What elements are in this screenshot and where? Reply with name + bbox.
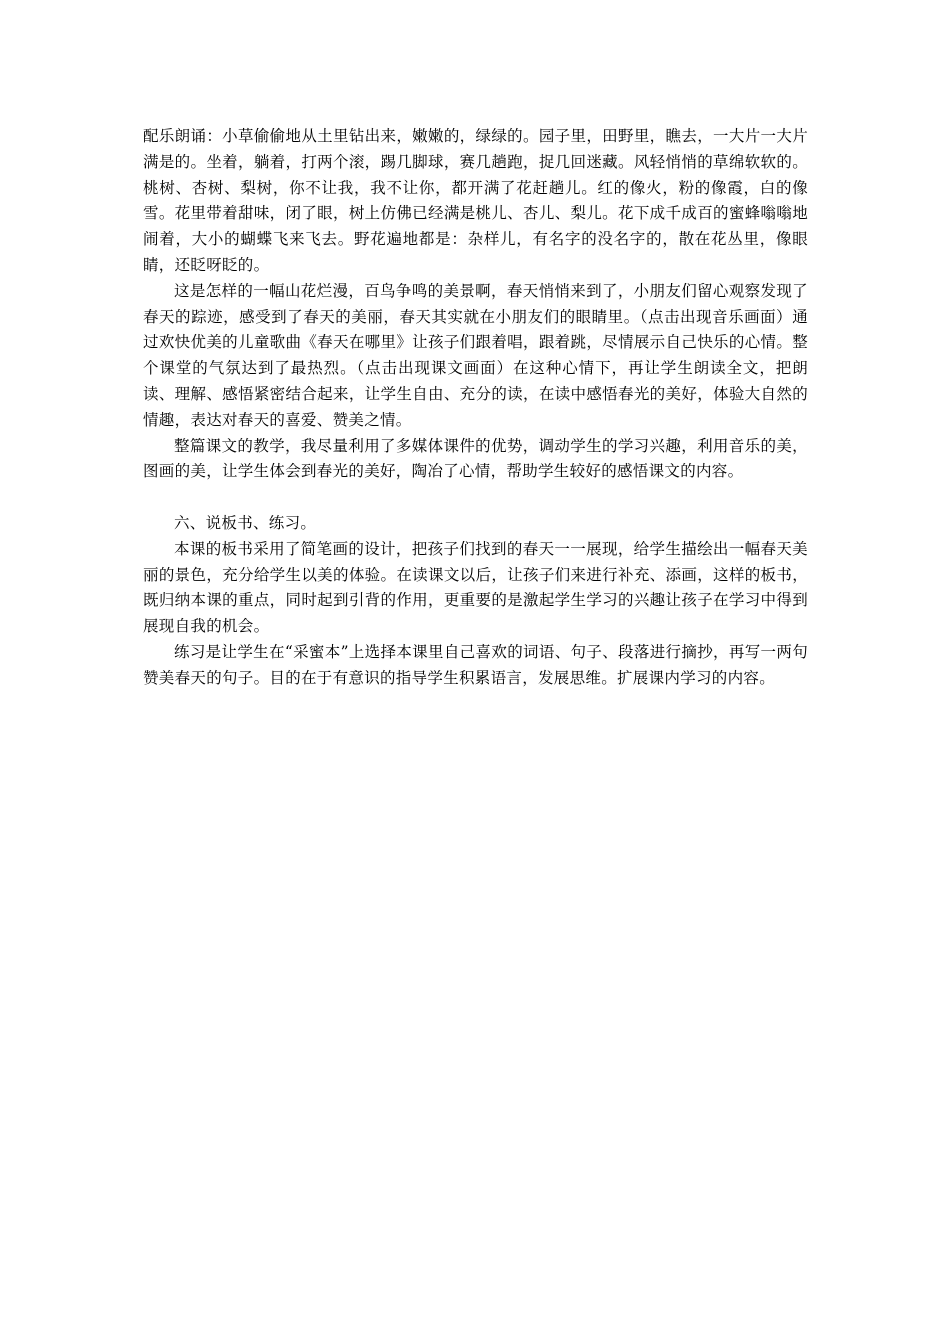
paragraph-recitation: 配乐朗诵：小草偷偷地从土里钻出来，嫩嫩的，绿绿的。园子里，田野里，瞧去，一大片一大片满是的。坐着，躺着，打两个滚，踢几脚球，赛几趟跑，捉几回迷藏。风轻悄悄的草绵软软的。桃树、杏树、梨树，你不让我，我不让你，都开满了花赶趟儿。红的像火，粉的像霞，白的像雪。花里带着甜味，闭了眼，树上仿佛已经满是桃儿、杏儿、梨儿。花下成千成百的蜜蜂嗡嗡地闹着，大小的蝴蝶飞来飞去。野花遍地都是：杂样儿，有名字的没名字的，散在花丛里，像眼睛，还眨呀眨的。 [143, 127, 808, 274]
section-heading: 六、说板书、练习。 [174, 513, 317, 532]
paragraph-teaching-summary: 整篇课文的教学，我尽量利用了多媒体课件的优势，调动学生的学习兴趣，利用音乐的美，图画的美，让学生体会到春光的美好，陶冶了心情，帮助学生较好的感悟课文的内容。 [143, 436, 808, 481]
paragraph-scene-description: 这是怎样的一幅山花烂漫，百鸟争鸣的美景啊，春天悄悄来到了，小朋友们留心观察发现了春天的踪迹，感受到了春天的美丽，春天其实就在小朋友们的眼睛里。（点击出现音乐画面）通过欢快优美的儿童歌曲《春天在哪里》让孩子们跟着唱，跟着跳，尽情展示自己快乐的心情。整个课堂的气氛达到了最热烈。（点击出现课文画面）在这种心情下，再让学生朗读全文，把朗读、理解、感悟紧密结合起来，让学生自由、充分的读，在读中感悟春光的美好，体验大自然的情趣，表达对春天的喜爱、赞美之情。 [143, 281, 808, 429]
paragraph-blackboard-design: 本课的板书采用了简笔画的设计，把孩子们找到的春天一一展现，给学生描绘出一幅春天美丽的景色，充分给学生以美的体验。在读课文以后，让孩子们来进行补充、添画，这样的板书，既归纳本课的重点，同时起到引背的作用，更重要的是激起学生学习的兴趣让孩子在学习中得到展现自我的机会。 [143, 539, 808, 636]
paragraph-exercise: 练习是让学生在“采蜜本”上选择本课里自己喜欢的词语、句子、段落进行摘抄，再写一两句赞美春天的句子。目的在于有意识的指导学生积累语言，发展思维。扩展课内学习的内容。 [143, 642, 808, 687]
blank-line [143, 485, 808, 511]
document-page [143, 124, 808, 692]
